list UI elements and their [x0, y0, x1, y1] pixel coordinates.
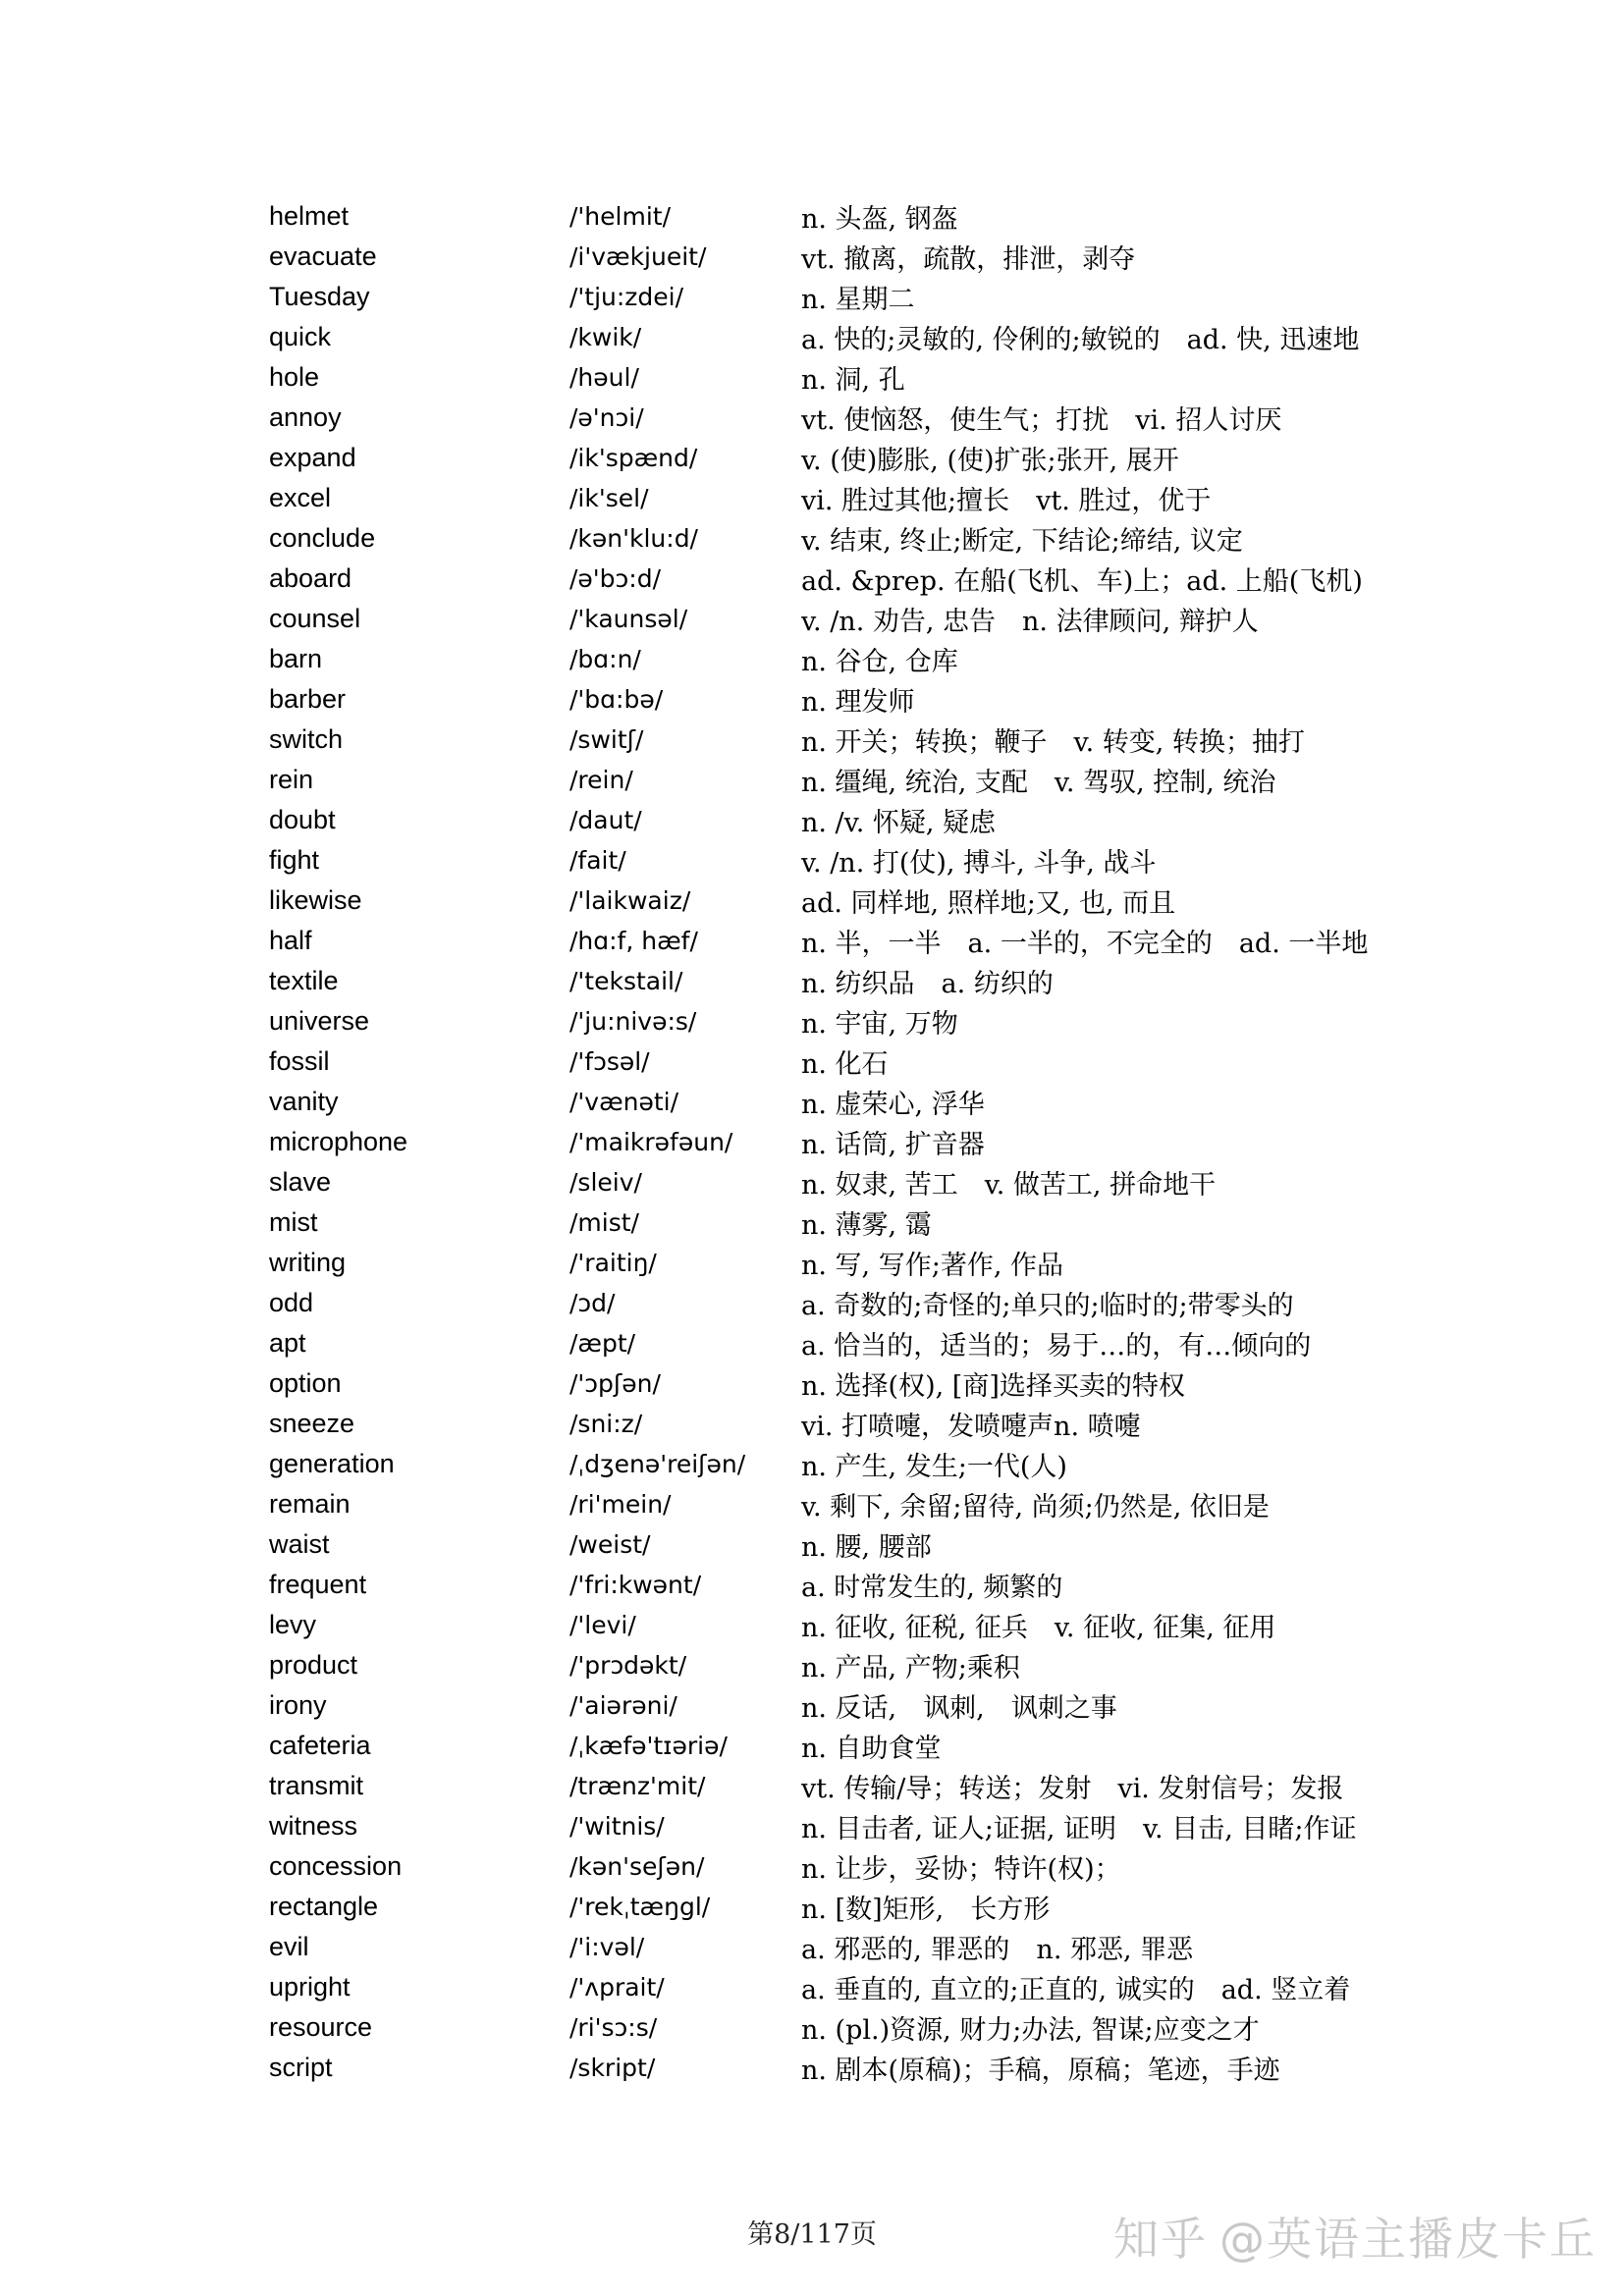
vocab-phonetic: /'raitiŋ/	[569, 1249, 657, 1277]
vocab-word: half	[269, 926, 312, 955]
vocab-row	[269, 961, 1477, 1001]
vocab-phonetic: /sni:z/	[569, 1410, 643, 1438]
vocab-word: waist	[269, 1529, 330, 1559]
vocab-definition: n. 化石	[801, 1049, 889, 1080]
vocab-word: resource	[269, 2012, 373, 2042]
vocab-word: barn	[269, 644, 323, 673]
vocab-word: likewise	[269, 885, 362, 915]
vocab-definition: n. 话筒, 扩音器	[801, 1130, 985, 1160]
vocab-phonetic: /kən'klu:d/	[569, 524, 698, 553]
vocab-definition: n. 宇宙, 万物	[801, 1009, 958, 1040]
vocab-definition: n. 剧本(原稿)；手稿，原稿；笔迹，手迹	[801, 2056, 1280, 2086]
vocab-word: vanity	[269, 1087, 339, 1116]
vocab-phonetic: /daut/	[569, 806, 642, 834]
vocab-word: writing	[269, 1248, 347, 1277]
vocab-definition: n. [数]矩形, 长方形	[801, 1895, 1051, 1925]
vocab-row	[269, 599, 1477, 639]
vocab-definition: ad. &prep. 在船(飞机、车)上；ad. 上船(飞机)	[801, 566, 1363, 597]
vocab-phonetic: /'kaunsəl/	[569, 605, 688, 633]
vocab-word: levy	[269, 1610, 317, 1639]
vocab-row	[269, 1645, 1477, 1685]
watermark-author: @英语主播皮卡丘	[1219, 2213, 1597, 2266]
vocab-definition: n. 星期二	[801, 285, 915, 315]
vocab-phonetic: /ri'mein/	[569, 1490, 672, 1519]
vocab-phonetic: /æpt/	[569, 1329, 636, 1358]
vocab-word: aboard	[269, 563, 352, 593]
vocab-word: expand	[269, 443, 356, 472]
vocab-phonetic: /ik'spænd/	[569, 444, 698, 472]
vocab-word: slave	[269, 1167, 332, 1197]
vocab-row	[269, 438, 1477, 478]
vocab-phonetic: /'witnis/	[569, 1812, 665, 1841]
vocab-word: annoy	[269, 402, 342, 432]
vocab-word: rectangle	[269, 1892, 379, 1921]
vocab-phonetic: /i'vækjueit/	[569, 242, 707, 271]
vocab-word: irony	[269, 1690, 327, 1720]
vocab-definition: n. 半，一半 a. 一半的，不完全的 ad. 一半地	[801, 929, 1369, 959]
vocab-phonetic: /'i:vəl/	[569, 1933, 645, 1961]
vocab-phonetic: /'levi/	[569, 1611, 636, 1639]
vocab-word: remain	[269, 1489, 351, 1519]
vocab-definition: ad. 同样地, 照样地;又, 也, 而且	[801, 888, 1176, 919]
vocab-word: evil	[269, 1932, 309, 1961]
vocab-word: cafeteria	[269, 1731, 371, 1760]
vocab-row	[269, 1001, 1477, 1041]
vocab-definition: n. 自助食堂	[801, 1734, 942, 1764]
vocab-definition: n. 让步，妥协；特许(权)；	[801, 1854, 1121, 1885]
vocab-phonetic: /ri'sɔ:s/	[569, 2013, 658, 2042]
vocab-phonetic: /həul/	[569, 363, 639, 392]
vocab-definition: n. 理发师	[801, 687, 915, 718]
vocab-word: odd	[269, 1288, 314, 1317]
vocab-word: transmit	[269, 1771, 364, 1800]
vocab-word: microphone	[269, 1127, 408, 1156]
vocab-word: counsel	[269, 604, 361, 633]
vocab-definition: n. 谷仓, 仓库	[801, 647, 958, 677]
vocab-phonetic: /weist/	[569, 1530, 651, 1559]
vocab-definition: v. /n. 打(仗), 搏斗, 斗争, 战斗	[801, 848, 1157, 879]
vocab-phonetic: /'ju:nivə:s/	[569, 1007, 697, 1036]
vocab-definition: v. 剩下, 余留;留待, 尚须;仍然是, 依旧是	[801, 1492, 1270, 1522]
vocab-word: universe	[269, 1006, 370, 1036]
vocab-row	[269, 921, 1477, 961]
vocab-definition: n. 腰, 腰部	[801, 1532, 932, 1563]
vocab-phonetic: /ɔd/	[569, 1289, 616, 1317]
vocab-definition: n. (pl.)资源, 财力;办法, 智谋;应变之才	[801, 2015, 1260, 2046]
vocab-row	[269, 357, 1477, 398]
vocab-row	[269, 1685, 1477, 1726]
vocab-definition: a. 时常发生的, 频繁的	[801, 1573, 1063, 1603]
vocab-definition: vt. 传输/导；转送；发射 vi. 发射信号；发报	[801, 1774, 1344, 1804]
vocab-word: excel	[269, 483, 332, 512]
vocab-phonetic: /fait/	[569, 846, 626, 875]
vocab-phonetic: /'ɔpʃən/	[569, 1369, 661, 1398]
vocab-word: apt	[269, 1328, 306, 1358]
vocab-phonetic: /'fɔsəl/	[569, 1047, 650, 1076]
vocab-row	[269, 1363, 1477, 1404]
vocab-definition: n. 头盔, 钢盔	[801, 204, 958, 235]
vocab-word: quick	[269, 322, 332, 351]
vocab-row	[269, 1283, 1477, 1323]
vocab-definition: vi. 胜过其他;擅长 vt. 胜过，优于	[801, 486, 1212, 516]
vocab-phonetic: /'fri:kwənt/	[569, 1571, 702, 1599]
vocab-definition: n. 产品, 产物;乘积	[801, 1653, 1020, 1683]
vocab-word: script	[269, 2053, 333, 2082]
vocab-phonetic: /switʃ/	[569, 725, 644, 754]
vocab-phonetic: /sleiv/	[569, 1168, 642, 1197]
vocab-word: concession	[269, 1851, 403, 1881]
vocab-row	[269, 840, 1477, 881]
vocab-word: doubt	[269, 805, 336, 834]
vocab-row	[269, 1444, 1477, 1484]
vocab-phonetic: /ə'bɔ:d/	[569, 564, 661, 593]
vocab-row	[269, 881, 1477, 921]
vocab-word: barber	[269, 684, 347, 714]
vocab-definition: a. 垂直的, 直立的;正直的, 诚实的 ad. 竖立着	[801, 1975, 1351, 2005]
vocab-definition: v. (使)膨胀, (使)扩张;张开, 展开	[801, 446, 1179, 476]
vocab-phonetic: /ik'sel/	[569, 484, 649, 512]
vocab-row	[269, 1766, 1477, 1806]
vocab-row	[269, 1846, 1477, 1887]
vocab-row	[269, 760, 1477, 800]
vocab-phonetic: /kwik/	[569, 323, 642, 351]
vocab-phonetic: /bɑ:n/	[569, 645, 641, 673]
vocab-word: witness	[269, 1811, 358, 1841]
vocab-definition: v. /n. 劝告, 忠告 n. 法律顾问, 辩护人	[801, 607, 1259, 637]
vocab-definition: n. 写, 写作;著作, 作品	[801, 1251, 1063, 1281]
vocab-word: fossil	[269, 1046, 330, 1076]
vocab-definition: vt. 撤离，疏散，排泄，剥夺	[801, 244, 1136, 275]
watermark-platform: 知乎	[1113, 2213, 1208, 2266]
vocab-word: evacuate	[269, 241, 377, 271]
vocab-phonetic: /ə'nɔi/	[569, 403, 644, 432]
vocab-word: Tuesday	[269, 282, 370, 311]
vocab-phonetic: /hɑ:f, hæf/	[569, 927, 698, 955]
vocab-definition: n. 缰绳, 统治, 支配 v. 驾驭, 控制, 统治	[801, 768, 1276, 798]
vocab-phonetic: /'laikwaiz/	[569, 886, 691, 915]
vocab-phonetic: /'ʌprait/	[569, 1973, 665, 2002]
vocab-word: helmet	[269, 201, 350, 231]
vocab-phonetic: /'maikrəfəun/	[569, 1128, 733, 1156]
page-number: 第8/117页	[747, 2219, 877, 2250]
vocab-phonetic: /ˌdʒenə'reiʃən/	[569, 1450, 746, 1478]
vocab-phonetic: /'bɑ:bə/	[569, 685, 664, 714]
vocab-phonetic: /'prɔdəkt/	[569, 1651, 687, 1680]
vocab-definition: n. 目击者, 证人;证据, 证明 v. 目击, 目睹;作证	[801, 1814, 1357, 1844]
vocab-row	[269, 1484, 1477, 1524]
vocab-definition: v. 结束, 终止;断定, 下结论;缔结, 议定	[801, 526, 1243, 557]
vocab-word: mist	[269, 1207, 318, 1237]
vocab-row	[269, 518, 1477, 559]
vocab-row	[269, 237, 1477, 277]
vocab-word: option	[269, 1368, 342, 1398]
vocab-row	[269, 1605, 1477, 1645]
vocab-row	[269, 398, 1477, 438]
vocab-definition: n. 产生, 发生;一代(人)	[801, 1452, 1067, 1482]
vocab-row	[269, 1726, 1477, 1766]
vocab-row	[269, 639, 1477, 679]
vocab-row	[269, 478, 1477, 518]
watermark	[1113, 2204, 1597, 2269]
vocab-row	[269, 1565, 1477, 1605]
vocab-definition: n. 奴隶, 苦工 v. 做苦工, 拼命地干	[801, 1170, 1217, 1201]
vocab-row	[269, 1162, 1477, 1202]
vocab-row	[269, 1524, 1477, 1565]
vocab-definition: n. 反话, 讽刺, 讽刺之事	[801, 1693, 1117, 1724]
vocab-definition: a. 奇数的;奇怪的;单只的;临时的;带零头的	[801, 1291, 1294, 1321]
vocab-phonetic: /'rekˌtæŋgl/	[569, 1893, 711, 1921]
vocab-phonetic: /'tekstail/	[569, 967, 683, 995]
vocab-row	[269, 800, 1477, 840]
vocab-word: product	[269, 1650, 358, 1680]
vocab-row	[269, 559, 1477, 599]
vocab-phonetic: /trænz'mit/	[569, 1772, 706, 1800]
vocab-word: fight	[269, 845, 320, 875]
vocab-definition: n. 征收, 征税, 征兵 v. 征收, 征集, 征用	[801, 1613, 1276, 1643]
vocab-row	[269, 2007, 1477, 2048]
vocab-row	[269, 317, 1477, 357]
vocab-definition: n. 洞, 孔	[801, 365, 905, 396]
vocab-definition: n. 虚荣心, 浮华	[801, 1090, 985, 1120]
vocab-phonetic: /mist/	[569, 1208, 639, 1237]
vocab-row	[269, 196, 1477, 237]
vocab-definition: vi. 打喷嚏，发喷嚏声n. 喷嚏	[801, 1412, 1141, 1442]
vocab-row	[269, 1887, 1477, 1927]
vocab-phonetic: /'helmit/	[569, 202, 671, 231]
vocab-word: hole	[269, 362, 320, 392]
vocab-row	[269, 720, 1477, 760]
vocab-word: conclude	[269, 523, 376, 553]
vocab-row	[269, 1967, 1477, 2007]
vocab-phonetic: /'aiərəni/	[569, 1691, 677, 1720]
vocab-row	[269, 1202, 1477, 1243]
vocab-row	[269, 1041, 1477, 1082]
vocab-definition: a. 邪恶的, 罪恶的 n. 邪恶, 罪恶	[801, 1935, 1194, 1965]
vocab-word: textile	[269, 966, 339, 995]
vocab-definition: a. 快的;灵敏的, 伶俐的;敏锐的 ad. 快, 迅速地	[801, 325, 1360, 355]
vocab-phonetic: /skript/	[569, 2054, 656, 2082]
vocab-row	[269, 277, 1477, 317]
vocab-definition: n. 薄雾, 霭	[801, 1210, 932, 1241]
vocab-phonetic: /rein/	[569, 766, 633, 794]
vocab-phonetic: /'vænəti/	[569, 1088, 679, 1116]
vocab-row	[269, 1122, 1477, 1162]
vocab-row	[269, 1927, 1477, 1967]
vocab-word: rein	[269, 765, 314, 794]
vocab-definition: n. 开关；转换；鞭子 v. 转变, 转换；抽打	[801, 727, 1305, 758]
vocab-row	[269, 679, 1477, 720]
vocab-word: upright	[269, 1972, 351, 2002]
vocabulary-list	[269, 196, 1477, 2088]
vocab-word: generation	[269, 1449, 395, 1478]
vocab-phonetic: /ˌkæfə'tɪəriə/	[569, 1732, 728, 1760]
vocab-phonetic: /'tju:zdei/	[569, 283, 684, 311]
vocab-row	[269, 1243, 1477, 1283]
vocab-word: frequent	[269, 1570, 367, 1599]
vocab-row	[269, 1323, 1477, 1363]
vocab-definition: vt. 使恼怒，使生气；打扰 vi. 招人讨厌	[801, 405, 1282, 436]
vocab-definition: n. /v. 怀疑, 疑虑	[801, 808, 997, 838]
vocab-definition: a. 恰当的，适当的；易于…的，有…倾向的	[801, 1331, 1312, 1362]
vocab-word: sneeze	[269, 1409, 355, 1438]
vocab-word: switch	[269, 724, 344, 754]
vocab-row	[269, 1082, 1477, 1122]
vocab-row	[269, 1404, 1477, 1444]
vocab-definition: n. 纺织品 a. 纺织的	[801, 969, 1054, 999]
vocab-phonetic: /kən'seʃən/	[569, 1852, 705, 1881]
vocab-definition: n. 选择(权), [商]选择买卖的特权	[801, 1371, 1185, 1402]
vocab-row	[269, 1806, 1477, 1846]
vocab-row	[269, 2048, 1477, 2088]
